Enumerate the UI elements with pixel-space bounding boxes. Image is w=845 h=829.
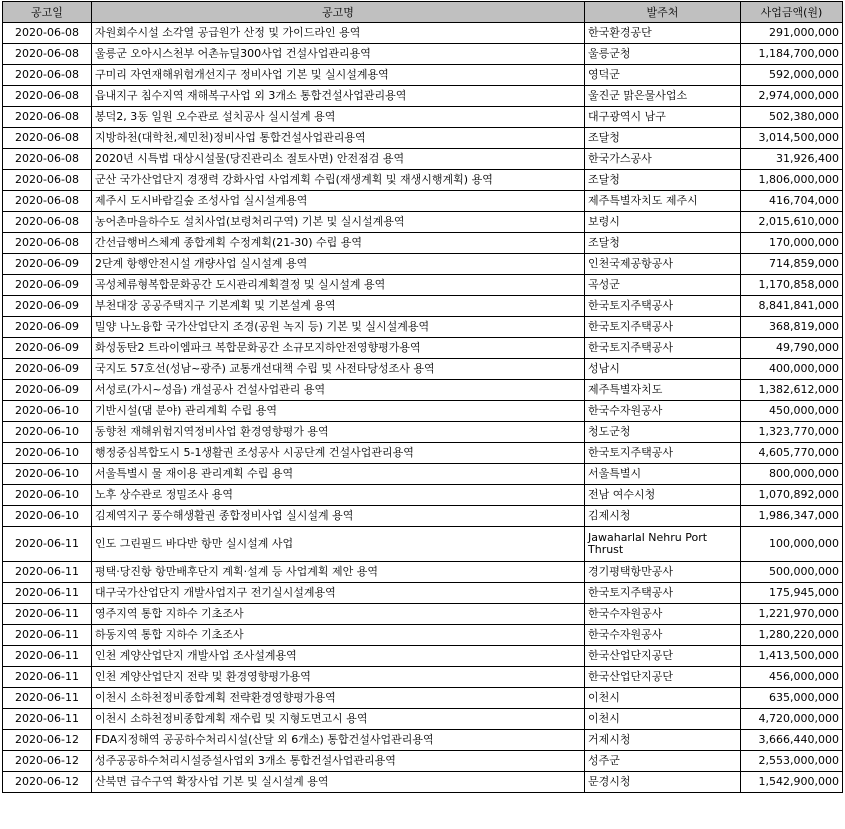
client-cell[interactable]: 제주특별자치도 bbox=[585, 380, 741, 401]
title-cell[interactable]: 간선급행버스체계 종합계획 수정계획(21-30) 수립 용역 bbox=[92, 233, 585, 254]
table-row bbox=[3, 646, 843, 667]
table-row bbox=[3, 751, 843, 772]
amount-cell[interactable]: 4,720,000,000 bbox=[741, 709, 843, 730]
table-row bbox=[3, 191, 843, 212]
table-row bbox=[3, 170, 843, 191]
title-cell[interactable]: 2020년 시특법 대상시설물(당진관리소 절토사면) 안전점검 용역 bbox=[92, 149, 585, 170]
client-cell[interactable]: 한국토지주택공사 bbox=[585, 296, 741, 317]
table-row bbox=[3, 583, 843, 604]
client-cell[interactable]: 거제시청 bbox=[585, 730, 741, 751]
client-cell[interactable]: Jawaharlal Nehru Port Thrust bbox=[585, 527, 741, 562]
client-cell[interactable]: 전남 여수시청 bbox=[585, 485, 741, 506]
title-cell[interactable]: 읍내지구 침수지역 재해복구사업 외 3개소 통합건설사업관리용역 bbox=[92, 86, 585, 107]
amount-cell[interactable]: 1,413,500,000 bbox=[741, 646, 843, 667]
bid-table bbox=[2, 1, 843, 793]
table-body bbox=[3, 23, 843, 793]
title-cell[interactable]: 밀양 나노융합 국가산업단지 조경(공원 녹지 등) 기본 및 실시설계용역 bbox=[92, 317, 585, 338]
amount-cell[interactable]: 1,542,900,000 bbox=[741, 772, 843, 793]
amount-cell[interactable]: 2,015,610,000 bbox=[741, 212, 843, 233]
client-cell[interactable]: 경기평택항만공사 bbox=[585, 562, 741, 583]
date-cell[interactable]: 2020-06-09 bbox=[3, 296, 92, 317]
title-cell[interactable]: 울릉군 오아시스천부 어촌뉴딜300사업 건설사업관리용역 bbox=[92, 44, 585, 65]
client-cell[interactable]: 조달청 bbox=[585, 233, 741, 254]
date-cell[interactable]: 2020-06-11 bbox=[3, 688, 92, 709]
table-row bbox=[3, 625, 843, 646]
title-cell[interactable]: 화성동탄2 트라이엠파크 복합문화공간 소규모지하안전영향평가용역 bbox=[92, 338, 585, 359]
amount-cell[interactable]: 100,000,000 bbox=[741, 527, 843, 562]
client-cell[interactable]: 이천시 bbox=[585, 688, 741, 709]
date-cell[interactable]: 2020-06-12 bbox=[3, 751, 92, 772]
date-cell[interactable]: 2020-06-11 bbox=[3, 562, 92, 583]
date-cell[interactable]: 2020-06-09 bbox=[3, 380, 92, 401]
date-cell[interactable]: 2020-06-10 bbox=[3, 464, 92, 485]
date-cell[interactable]: 2020-06-08 bbox=[3, 149, 92, 170]
title-cell[interactable]: 구미리 자연재해위험개선지구 정비사업 기본 및 실시설계용역 bbox=[92, 65, 585, 86]
table-row bbox=[3, 380, 843, 401]
title-cell[interactable]: 영주지역 통합 지하수 기초조사 bbox=[92, 604, 585, 625]
title-cell[interactable]: 군산 국가산업단지 경쟁력 강화사업 사업계획 수립(재생계획 및 재생시행계획) 용역 bbox=[92, 170, 585, 191]
title-cell[interactable]: 이천시 소하천정비종합계획 재수립 및 지형도면고시 용역 bbox=[92, 709, 585, 730]
date-cell[interactable]: 2020-06-08 bbox=[3, 191, 92, 212]
amount-cell[interactable]: 1,170,858,000 bbox=[741, 275, 843, 296]
client-cell[interactable]: 성주군 bbox=[585, 751, 741, 772]
amount-cell[interactable]: 416,704,000 bbox=[741, 191, 843, 212]
client-cell[interactable]: 보령시 bbox=[585, 212, 741, 233]
table-row bbox=[3, 107, 843, 128]
client-cell[interactable]: 문경시청 bbox=[585, 772, 741, 793]
client-cell[interactable]: 한국토지주택공사 bbox=[585, 338, 741, 359]
title-cell[interactable]: 봉덕2, 3동 일원 오수관로 설치공사 실시설계 용역 bbox=[92, 107, 585, 128]
client-cell[interactable]: 한국산업단지공단 bbox=[585, 667, 741, 688]
table-row bbox=[3, 730, 843, 751]
amount-cell[interactable]: 1,806,000,000 bbox=[741, 170, 843, 191]
client-cell[interactable]: 인천국제공항공사 bbox=[585, 254, 741, 275]
client-cell[interactable]: 한국가스공사 bbox=[585, 149, 741, 170]
amount-cell[interactable]: 1,184,700,000 bbox=[741, 44, 843, 65]
header-client[interactable]: 발주처 bbox=[585, 2, 741, 23]
amount-cell[interactable]: 368,819,000 bbox=[741, 317, 843, 338]
title-cell[interactable]: 농어촌마을하수도 설치사업(보령처리구역) 기본 및 실시설계용역 bbox=[92, 212, 585, 233]
table-row bbox=[3, 709, 843, 730]
title-cell[interactable]: 부천대장 공공주택지구 기본계획 및 기본설계 용역 bbox=[92, 296, 585, 317]
date-cell[interactable]: 2020-06-11 bbox=[3, 709, 92, 730]
title-cell[interactable]: 인천 계양산업단지 전략 및 환경영향평가용역 bbox=[92, 667, 585, 688]
date-cell[interactable]: 2020-06-08 bbox=[3, 23, 92, 44]
client-cell[interactable]: 대구광역시 남구 bbox=[585, 107, 741, 128]
client-cell[interactable]: 영덕군 bbox=[585, 65, 741, 86]
client-cell[interactable]: 한국수자원공사 bbox=[585, 604, 741, 625]
amount-cell[interactable]: 714,859,000 bbox=[741, 254, 843, 275]
amount-cell[interactable]: 2,974,000,000 bbox=[741, 86, 843, 107]
title-cell[interactable]: 자원회수시설 소각열 공급원가 산정 및 가이드라인 용역 bbox=[92, 23, 585, 44]
title-cell[interactable]: 곡성체류형복합문화공간 도시관리계획결정 및 실시설계 용역 bbox=[92, 275, 585, 296]
table-row bbox=[3, 317, 843, 338]
amount-cell[interactable]: 635,000,000 bbox=[741, 688, 843, 709]
title-cell[interactable]: 산북면 급수구역 확장사업 기본 및 실시설계 용역 bbox=[92, 772, 585, 793]
date-cell[interactable]: 2020-06-08 bbox=[3, 44, 92, 65]
date-cell[interactable]: 2020-06-10 bbox=[3, 401, 92, 422]
bid-announcement-sheet bbox=[2, 1, 843, 793]
amount-cell[interactable]: 1,221,970,000 bbox=[741, 604, 843, 625]
client-cell[interactable]: 조달청 bbox=[585, 128, 741, 149]
title-cell[interactable]: 제주시 도시바람길숲 조성사업 실시설계용역 bbox=[92, 191, 585, 212]
amount-cell[interactable]: 291,000,000 bbox=[741, 23, 843, 44]
date-cell[interactable]: 2020-06-08 bbox=[3, 170, 92, 191]
table-row bbox=[3, 233, 843, 254]
table-row bbox=[3, 65, 843, 86]
date-cell[interactable]: 2020-06-12 bbox=[3, 772, 92, 793]
client-cell[interactable]: 울진군 맑은물사업소 bbox=[585, 86, 741, 107]
table-row bbox=[3, 667, 843, 688]
table-row bbox=[3, 149, 843, 170]
date-cell[interactable]: 2020-06-08 bbox=[3, 86, 92, 107]
table-row bbox=[3, 86, 843, 107]
amount-cell[interactable]: 49,790,000 bbox=[741, 338, 843, 359]
table-row bbox=[3, 562, 843, 583]
amount-cell[interactable]: 3,014,500,000 bbox=[741, 128, 843, 149]
amount-cell[interactable]: 500,000,000 bbox=[741, 562, 843, 583]
date-cell[interactable]: 2020-06-08 bbox=[3, 128, 92, 149]
table-row bbox=[3, 275, 843, 296]
date-cell[interactable]: 2020-06-08 bbox=[3, 107, 92, 128]
header-row bbox=[3, 2, 843, 23]
date-cell[interactable]: 2020-06-11 bbox=[3, 583, 92, 604]
table-row bbox=[3, 401, 843, 422]
table-row bbox=[3, 338, 843, 359]
title-cell[interactable]: 노후 상수관로 정밀조사 용역 bbox=[92, 485, 585, 506]
client-cell[interactable]: 성남시 bbox=[585, 359, 741, 380]
amount-cell[interactable]: 8,841,841,000 bbox=[741, 296, 843, 317]
client-cell[interactable]: 청도군청 bbox=[585, 422, 741, 443]
title-cell[interactable]: 서성로(가시~성읍) 개설공사 건설사업관리 용역 bbox=[92, 380, 585, 401]
amount-cell[interactable]: 3,666,440,000 bbox=[741, 730, 843, 751]
title-cell[interactable]: 지방하천(대학천,제민천)정비사업 통합건설사업관리용역 bbox=[92, 128, 585, 149]
table-row bbox=[3, 296, 843, 317]
table-row bbox=[3, 527, 843, 562]
title-cell[interactable]: 2단계 항행안전시설 개량사업 실시설계 용역 bbox=[92, 254, 585, 275]
header-amount[interactable]: 사업금액(원) bbox=[741, 2, 843, 23]
title-cell[interactable]: 하동지역 통합 지하수 기초조사 bbox=[92, 625, 585, 646]
title-cell[interactable]: 행정중심복합도시 5-1생활권 조성공사 시공단계 건설사업관리용역 bbox=[92, 443, 585, 464]
client-cell[interactable]: 한국환경공단 bbox=[585, 23, 741, 44]
title-cell[interactable]: 이천시 소하천정비종합계획 전략환경영향평가용역 bbox=[92, 688, 585, 709]
table-row bbox=[3, 688, 843, 709]
title-cell[interactable]: 김제역지구 풍수해생활권 종합정비사업 실시설계 용역 bbox=[92, 506, 585, 527]
title-cell[interactable]: 성주공공하수처리시설증설사업외 3개소 통합건설사업관리용역 bbox=[92, 751, 585, 772]
table-row bbox=[3, 506, 843, 527]
date-cell[interactable]: 2020-06-08 bbox=[3, 212, 92, 233]
title-cell[interactable]: 인천 계양산업단지 개발사업 조사설계용역 bbox=[92, 646, 585, 667]
table-row bbox=[3, 464, 843, 485]
amount-cell[interactable]: 592,000,000 bbox=[741, 65, 843, 86]
title-cell[interactable]: FDA지정해역 공공하수처리시설(산달 외 6개소) 통합건설사업관리용역 bbox=[92, 730, 585, 751]
date-cell[interactable]: 2020-06-09 bbox=[3, 254, 92, 275]
title-cell[interactable]: 서울특별시 물 재이용 관리계획 수립 용역 bbox=[92, 464, 585, 485]
client-cell[interactable]: 곡성군 bbox=[585, 275, 741, 296]
amount-cell[interactable]: 1,382,612,000 bbox=[741, 380, 843, 401]
amount-cell[interactable]: 31,926,400 bbox=[741, 149, 843, 170]
table-row bbox=[3, 128, 843, 149]
client-cell[interactable]: 제주특별자치도 제주시 bbox=[585, 191, 741, 212]
table-row bbox=[3, 443, 843, 464]
title-cell[interactable]: 국지도 57호선(성남~광주) 교통개선대책 수립 및 사전타당성조사 용역 bbox=[92, 359, 585, 380]
date-cell[interactable]: 2020-06-11 bbox=[3, 527, 92, 562]
title-cell[interactable]: 인도 그린필드 바다반 항만 실시설계 사업 bbox=[92, 527, 585, 562]
date-cell[interactable]: 2020-06-09 bbox=[3, 275, 92, 296]
amount-cell[interactable]: 800,000,000 bbox=[741, 464, 843, 485]
date-cell[interactable]: 2020-06-11 bbox=[3, 667, 92, 688]
amount-cell[interactable]: 502,380,000 bbox=[741, 107, 843, 128]
date-cell[interactable]: 2020-06-10 bbox=[3, 485, 92, 506]
table-row bbox=[3, 44, 843, 65]
date-cell[interactable]: 2020-06-12 bbox=[3, 730, 92, 751]
date-cell[interactable]: 2020-06-11 bbox=[3, 604, 92, 625]
amount-cell[interactable]: 170,000,000 bbox=[741, 233, 843, 254]
client-cell[interactable]: 한국산업단지공단 bbox=[585, 646, 741, 667]
client-cell[interactable]: 한국토지주택공사 bbox=[585, 583, 741, 604]
date-cell[interactable]: 2020-06-09 bbox=[3, 338, 92, 359]
client-cell[interactable]: 한국토지주택공사 bbox=[585, 317, 741, 338]
date-cell[interactable]: 2020-06-08 bbox=[3, 65, 92, 86]
client-cell[interactable]: 한국토지주택공사 bbox=[585, 443, 741, 464]
table-row bbox=[3, 604, 843, 625]
amount-cell[interactable]: 2,553,000,000 bbox=[741, 751, 843, 772]
table-row bbox=[3, 23, 843, 44]
amount-cell[interactable]: 400,000,000 bbox=[741, 359, 843, 380]
date-cell[interactable]: 2020-06-11 bbox=[3, 646, 92, 667]
date-cell[interactable]: 2020-06-09 bbox=[3, 317, 92, 338]
client-cell[interactable]: 한국수자원공사 bbox=[585, 401, 741, 422]
table-row bbox=[3, 422, 843, 443]
title-cell[interactable]: 기반시설(댐 분야) 관리계획 수립 용역 bbox=[92, 401, 585, 422]
title-cell[interactable]: 동향천 재해위험지역정비사업 환경영향평가 용역 bbox=[92, 422, 585, 443]
client-cell[interactable]: 조달청 bbox=[585, 170, 741, 191]
amount-cell[interactable]: 450,000,000 bbox=[741, 401, 843, 422]
amount-cell[interactable]: 456,000,000 bbox=[741, 667, 843, 688]
date-cell[interactable]: 2020-06-10 bbox=[3, 506, 92, 527]
table-row bbox=[3, 254, 843, 275]
table-row bbox=[3, 359, 843, 380]
date-cell[interactable]: 2020-06-11 bbox=[3, 625, 92, 646]
amount-cell[interactable]: 175,945,000 bbox=[741, 583, 843, 604]
amount-cell[interactable]: 1,323,770,000 bbox=[741, 422, 843, 443]
client-cell[interactable]: 서울특별시 bbox=[585, 464, 741, 485]
table-row bbox=[3, 212, 843, 233]
date-cell[interactable]: 2020-06-09 bbox=[3, 359, 92, 380]
amount-cell[interactable]: 4,605,770,000 bbox=[741, 443, 843, 464]
date-cell[interactable]: 2020-06-10 bbox=[3, 443, 92, 464]
title-cell[interactable]: 평택·당진항 항만배후단지 계획·설계 등 사업계획 제안 용역 bbox=[92, 562, 585, 583]
header-title[interactable]: 공고명 bbox=[92, 2, 585, 23]
client-cell[interactable]: 이천시 bbox=[585, 709, 741, 730]
table-row bbox=[3, 772, 843, 793]
client-cell[interactable]: 울릉군청 bbox=[585, 44, 741, 65]
date-cell[interactable]: 2020-06-08 bbox=[3, 233, 92, 254]
title-cell[interactable]: 대구국가산업단지 개발사업지구 전기실시설계용역 bbox=[92, 583, 585, 604]
header-date[interactable]: 공고일 bbox=[3, 2, 92, 23]
date-cell[interactable]: 2020-06-10 bbox=[3, 422, 92, 443]
amount-cell[interactable]: 1,280,220,000 bbox=[741, 625, 843, 646]
amount-cell[interactable]: 1,070,892,000 bbox=[741, 485, 843, 506]
client-cell[interactable]: 김제시청 bbox=[585, 506, 741, 527]
amount-cell[interactable]: 1,986,347,000 bbox=[741, 506, 843, 527]
table-row bbox=[3, 485, 843, 506]
client-cell[interactable]: 한국수자원공사 bbox=[585, 625, 741, 646]
